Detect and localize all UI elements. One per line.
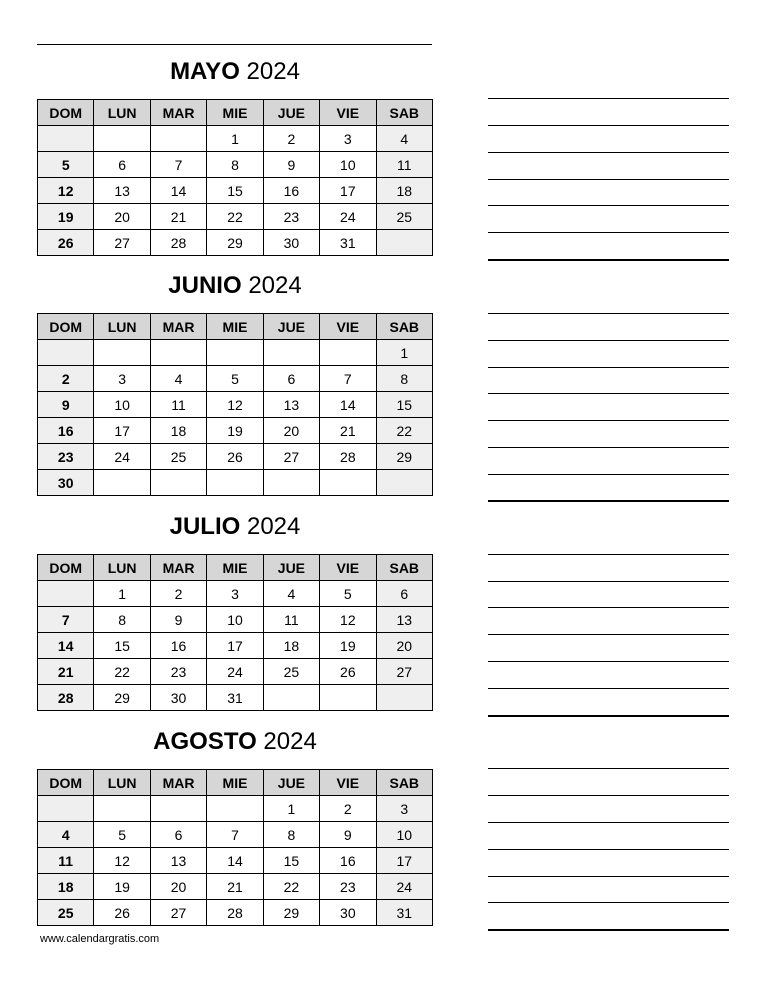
day-cell: 16 (150, 633, 206, 659)
weekday-header: JUE (263, 314, 319, 340)
weekday-header: SAB (376, 100, 432, 126)
day-cell: 3 (376, 796, 432, 822)
weekday-header: JUE (263, 770, 319, 796)
day-cell (263, 470, 319, 496)
note-line (488, 340, 729, 341)
note-line (488, 179, 729, 180)
note-line (488, 259, 729, 261)
month-mayo (37, 57, 433, 256)
note-line (488, 393, 729, 394)
day-cell: 5 (207, 366, 263, 392)
note-line (488, 715, 729, 717)
week-row (38, 822, 433, 848)
month-grid (37, 769, 433, 926)
weekday-header: LUN (94, 100, 150, 126)
weekday-header: DOM (38, 314, 94, 340)
day-cell: 26 (94, 900, 150, 926)
day-cell: 5 (320, 581, 376, 607)
weekday-header: MAR (150, 100, 206, 126)
weekday-header-row (38, 770, 433, 796)
top-rule (37, 44, 432, 45)
note-line (488, 688, 729, 689)
footer-url: www.calendargratis.com (40, 933, 160, 945)
day-cell (320, 685, 376, 711)
day-cell: 2 (150, 581, 206, 607)
day-cell: 12 (320, 607, 376, 633)
month-name: JULIO (169, 513, 241, 540)
day-cell: 1 (94, 581, 150, 607)
day-cell (207, 470, 263, 496)
weekday-header: MAR (150, 555, 206, 581)
note-line (488, 313, 729, 314)
note-line (488, 367, 729, 368)
day-cell: 8 (376, 366, 432, 392)
week-row (38, 230, 433, 256)
day-cell: 15 (207, 178, 263, 204)
day-cell: 17 (376, 848, 432, 874)
day-cell: 20 (263, 418, 319, 444)
day-cell: 15 (376, 392, 432, 418)
day-cell: 22 (263, 874, 319, 900)
day-cell: 2 (320, 796, 376, 822)
day-cell: 24 (207, 659, 263, 685)
day-cell (150, 126, 206, 152)
day-cell (150, 796, 206, 822)
month-year: 2024 (246, 513, 301, 540)
month-grid (37, 554, 433, 711)
day-cell: 29 (94, 685, 150, 711)
note-line (488, 581, 729, 582)
note-line (488, 929, 729, 931)
day-cell: 7 (38, 607, 94, 633)
day-cell: 29 (263, 900, 319, 926)
day-cell: 20 (94, 204, 150, 230)
day-cell: 12 (94, 848, 150, 874)
month-agosto (37, 727, 433, 926)
day-cell: 27 (150, 900, 206, 926)
day-cell: 4 (150, 366, 206, 392)
day-cell: 22 (207, 204, 263, 230)
day-cell: 17 (94, 418, 150, 444)
day-cell: 26 (207, 444, 263, 470)
day-cell: 21 (207, 874, 263, 900)
day-cell: 9 (263, 152, 319, 178)
week-row (38, 392, 433, 418)
note-line (488, 768, 729, 769)
note-line (488, 902, 729, 903)
week-row (38, 633, 433, 659)
weekday-header: JUE (263, 555, 319, 581)
week-row (38, 340, 433, 366)
weekday-header: LUN (94, 555, 150, 581)
day-cell: 16 (263, 178, 319, 204)
weekday-header: JUE (263, 100, 319, 126)
day-cell (376, 230, 432, 256)
day-cell: 11 (150, 392, 206, 418)
day-cell (38, 340, 94, 366)
day-cell: 9 (150, 607, 206, 633)
week-row (38, 848, 433, 874)
day-cell: 4 (263, 581, 319, 607)
month-name: AGOSTO (153, 728, 257, 755)
day-cell (94, 340, 150, 366)
week-row (38, 178, 433, 204)
day-cell: 5 (38, 152, 94, 178)
day-cell (38, 796, 94, 822)
day-cell: 24 (320, 204, 376, 230)
day-cell: 19 (94, 874, 150, 900)
day-cell: 25 (150, 444, 206, 470)
weekday-header: VIE (320, 770, 376, 796)
day-cell: 21 (150, 204, 206, 230)
weekday-header: MIE (207, 555, 263, 581)
weekday-header: VIE (320, 100, 376, 126)
month-grid (37, 313, 433, 496)
day-cell: 4 (376, 126, 432, 152)
day-cell: 2 (38, 366, 94, 392)
day-cell (94, 126, 150, 152)
week-row (38, 204, 433, 230)
month-year: 2024 (248, 272, 302, 299)
day-cell: 28 (207, 900, 263, 926)
day-cell (376, 685, 432, 711)
day-cell: 1 (263, 796, 319, 822)
day-cell (150, 470, 206, 496)
weekday-header: DOM (38, 100, 94, 126)
day-cell: 12 (207, 392, 263, 418)
weekday-header: MIE (207, 100, 263, 126)
day-cell: 24 (376, 874, 432, 900)
day-cell: 18 (38, 874, 94, 900)
month-title (37, 727, 433, 757)
day-cell: 16 (320, 848, 376, 874)
day-cell: 31 (207, 685, 263, 711)
day-cell: 26 (38, 230, 94, 256)
day-cell: 14 (150, 178, 206, 204)
note-line (488, 152, 729, 153)
weekday-header: VIE (320, 555, 376, 581)
day-cell: 23 (320, 874, 376, 900)
week-row (38, 796, 433, 822)
day-cell: 27 (376, 659, 432, 685)
day-cell: 11 (263, 607, 319, 633)
day-cell: 10 (207, 607, 263, 633)
day-cell: 10 (376, 822, 432, 848)
day-cell: 4 (38, 822, 94, 848)
day-cell: 5 (94, 822, 150, 848)
day-cell: 14 (38, 633, 94, 659)
day-cell: 3 (94, 366, 150, 392)
day-cell: 24 (94, 444, 150, 470)
day-cell (320, 340, 376, 366)
day-cell (94, 470, 150, 496)
weekday-header: DOM (38, 555, 94, 581)
week-row (38, 418, 433, 444)
day-cell: 20 (150, 874, 206, 900)
day-cell: 28 (150, 230, 206, 256)
week-row (38, 874, 433, 900)
note-line (488, 125, 729, 126)
day-cell: 27 (263, 444, 319, 470)
weekday-header-row (38, 555, 433, 581)
day-cell: 1 (207, 126, 263, 152)
week-row (38, 470, 433, 496)
note-line (488, 876, 729, 877)
day-cell (263, 340, 319, 366)
day-cell: 17 (320, 178, 376, 204)
note-line (488, 500, 729, 502)
day-cell: 9 (38, 392, 94, 418)
weekday-header: MAR (150, 770, 206, 796)
note-line (488, 607, 729, 608)
note-line (488, 447, 729, 448)
day-cell: 26 (320, 659, 376, 685)
day-cell: 29 (207, 230, 263, 256)
day-cell: 25 (38, 900, 94, 926)
day-cell: 21 (320, 418, 376, 444)
day-cell: 29 (376, 444, 432, 470)
day-cell (150, 340, 206, 366)
note-line (488, 554, 729, 555)
day-cell: 23 (263, 204, 319, 230)
weekday-header: LUN (94, 314, 150, 340)
month-year: 2024 (246, 58, 300, 85)
note-line (488, 474, 729, 475)
week-row (38, 607, 433, 633)
day-cell: 14 (207, 848, 263, 874)
day-cell: 31 (376, 900, 432, 926)
weekday-header: SAB (376, 770, 432, 796)
day-cell: 30 (320, 900, 376, 926)
day-cell: 22 (94, 659, 150, 685)
day-cell: 13 (376, 607, 432, 633)
note-line (488, 98, 729, 99)
day-cell: 1 (376, 340, 432, 366)
note-line (488, 849, 729, 850)
day-cell: 17 (207, 633, 263, 659)
day-cell: 21 (38, 659, 94, 685)
weekday-header: LUN (94, 770, 150, 796)
note-line (488, 795, 729, 796)
month-grid (37, 99, 433, 256)
day-cell: 6 (150, 822, 206, 848)
day-cell: 3 (320, 126, 376, 152)
note-line (488, 822, 729, 823)
day-cell: 23 (38, 444, 94, 470)
note-line (488, 661, 729, 662)
day-cell: 11 (38, 848, 94, 874)
day-cell: 30 (263, 230, 319, 256)
month-name: JUNIO (168, 272, 242, 299)
day-cell (38, 126, 94, 152)
day-cell: 23 (150, 659, 206, 685)
weekday-header: MIE (207, 770, 263, 796)
day-cell: 20 (376, 633, 432, 659)
week-row (38, 444, 433, 470)
month-name: MAYO (170, 58, 240, 85)
month-year: 2024 (263, 728, 317, 755)
day-cell: 18 (263, 633, 319, 659)
day-cell: 10 (94, 392, 150, 418)
weekday-header: MIE (207, 314, 263, 340)
weekday-header: MAR (150, 314, 206, 340)
day-cell: 10 (320, 152, 376, 178)
weekday-header: SAB (376, 555, 432, 581)
day-cell: 6 (376, 581, 432, 607)
note-line (488, 634, 729, 635)
day-cell: 15 (94, 633, 150, 659)
day-cell: 14 (320, 392, 376, 418)
week-row (38, 126, 433, 152)
weekday-header: SAB (376, 314, 432, 340)
week-row (38, 900, 433, 926)
month-title (37, 57, 433, 87)
day-cell: 8 (263, 822, 319, 848)
day-cell (207, 796, 263, 822)
day-cell: 18 (376, 178, 432, 204)
day-cell: 19 (38, 204, 94, 230)
day-cell: 7 (150, 152, 206, 178)
day-cell (376, 470, 432, 496)
day-cell: 3 (207, 581, 263, 607)
day-cell: 2 (263, 126, 319, 152)
day-cell: 6 (94, 152, 150, 178)
day-cell: 13 (150, 848, 206, 874)
day-cell: 22 (376, 418, 432, 444)
day-cell: 18 (150, 418, 206, 444)
day-cell: 28 (320, 444, 376, 470)
day-cell: 31 (320, 230, 376, 256)
week-row (38, 152, 433, 178)
day-cell (207, 340, 263, 366)
weekday-header: DOM (38, 770, 94, 796)
day-cell: 11 (376, 152, 432, 178)
day-cell: 19 (207, 418, 263, 444)
day-cell: 7 (207, 822, 263, 848)
day-cell: 12 (38, 178, 94, 204)
day-cell (94, 796, 150, 822)
weekday-header-row (38, 100, 433, 126)
week-row (38, 366, 433, 392)
day-cell: 30 (150, 685, 206, 711)
day-cell (263, 685, 319, 711)
day-cell: 25 (376, 204, 432, 230)
day-cell: 8 (207, 152, 263, 178)
day-cell: 13 (263, 392, 319, 418)
day-cell: 16 (38, 418, 94, 444)
month-julio (37, 512, 433, 711)
week-row (38, 685, 433, 711)
day-cell: 6 (263, 366, 319, 392)
weekday-header-row (38, 314, 433, 340)
day-cell: 13 (94, 178, 150, 204)
day-cell: 25 (263, 659, 319, 685)
note-line (488, 205, 729, 206)
note-line (488, 232, 729, 233)
weekday-header: VIE (320, 314, 376, 340)
day-cell: 19 (320, 633, 376, 659)
week-row (38, 581, 433, 607)
day-cell: 27 (94, 230, 150, 256)
day-cell: 7 (320, 366, 376, 392)
week-row (38, 659, 433, 685)
day-cell: 8 (94, 607, 150, 633)
day-cell: 9 (320, 822, 376, 848)
month-title (37, 512, 433, 542)
day-cell: 15 (263, 848, 319, 874)
day-cell: 28 (38, 685, 94, 711)
note-line (488, 420, 729, 421)
day-cell (320, 470, 376, 496)
day-cell (38, 581, 94, 607)
month-title (37, 271, 433, 301)
month-junio (37, 271, 433, 496)
day-cell: 30 (38, 470, 94, 496)
